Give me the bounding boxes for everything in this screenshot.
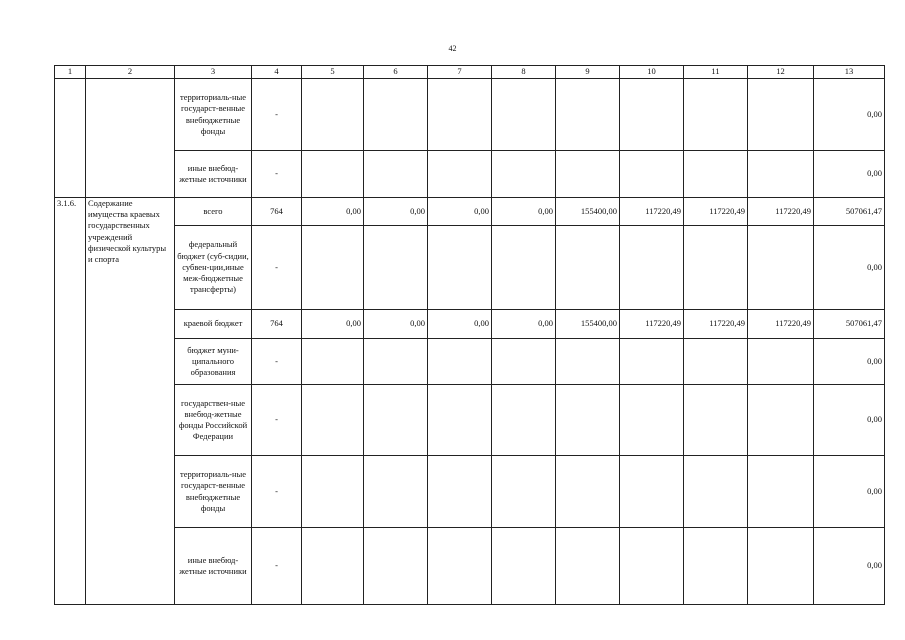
header-cell: 5: [302, 66, 364, 79]
value-cell: 0,00: [364, 310, 428, 339]
source-cell: иные внебюд-жетные источники: [175, 528, 252, 605]
value-cell: 155400,00: [556, 310, 620, 339]
total-cell: 0,00: [814, 79, 885, 151]
total-cell: 0,00: [814, 339, 885, 385]
value-cell: 0,00: [302, 310, 364, 339]
value-cell: 0,00: [364, 198, 428, 226]
header-cell: 4: [252, 66, 302, 79]
value-cell: 117220,49: [620, 310, 684, 339]
code-cell: -: [252, 456, 302, 528]
value-cell: 117220,49: [748, 310, 814, 339]
code-cell: -: [252, 151, 302, 198]
header-cell: 13: [814, 66, 885, 79]
value-cell: 0,00: [428, 198, 492, 226]
source-cell: государствен-ные внебюд-жетные фонды Российской Федерации: [175, 385, 252, 456]
total-cell: 0,00: [814, 226, 885, 310]
source-cell: федеральный бюджет (суб-сидии, субвен-ции,иные меж-бюджетные трансферты): [175, 226, 252, 310]
section-number: 3.1.6.: [55, 198, 86, 605]
table-row: [55, 385, 885, 456]
code-cell: 764: [252, 198, 302, 226]
header-cell: 7: [428, 66, 492, 79]
table-row: [55, 198, 885, 226]
page-number: 42: [448, 44, 457, 53]
header-cell: 9: [556, 66, 620, 79]
value-cell: 0,00: [492, 310, 556, 339]
header-cell: 8: [492, 66, 556, 79]
total-cell: 0,00: [814, 528, 885, 605]
source-cell: территориаль-ные государст-венные внебюджетные фонды: [175, 79, 252, 151]
total-cell: 507061,47: [814, 198, 885, 226]
source-cell: иные внебюд-жетные источники: [175, 151, 252, 198]
table-row: [55, 226, 885, 310]
header-cell: 2: [86, 66, 175, 79]
table-row: [55, 528, 885, 605]
empty-cell: [86, 79, 175, 198]
value-cell: 117220,49: [620, 198, 684, 226]
value-cell: 117220,49: [748, 198, 814, 226]
table-row: [55, 310, 885, 339]
header-cell: 1: [55, 66, 86, 79]
source-cell: территориаль-ные государст-венные внебюджетные фонды: [175, 456, 252, 528]
code-cell: -: [252, 339, 302, 385]
code-cell: -: [252, 79, 302, 151]
total-cell: 0,00: [814, 456, 885, 528]
value-cell: 0,00: [302, 198, 364, 226]
empty-cell: [55, 79, 86, 198]
section-title: Содержание имущества краевых государственных учреждений физической культуры и спорта: [86, 198, 175, 605]
header-cell: 3: [175, 66, 252, 79]
value-cell: 0,00: [492, 198, 556, 226]
code-cell: -: [252, 385, 302, 456]
header-cell: 6: [364, 66, 428, 79]
header-cell: 12: [748, 66, 814, 79]
source-cell: бюджет муни-ципального образования: [175, 339, 252, 385]
value-cell: 155400,00: [556, 198, 620, 226]
header-cell: 10: [620, 66, 684, 79]
code-cell: -: [252, 528, 302, 605]
code-cell: 764: [252, 310, 302, 339]
value-cell: 117220,49: [684, 310, 748, 339]
value-cell: 0,00: [428, 310, 492, 339]
source-cell: всего: [175, 198, 252, 226]
header-row: [55, 66, 885, 79]
total-cell: 507061,47: [814, 310, 885, 339]
header-cell: 11: [684, 66, 748, 79]
total-cell: 0,00: [814, 151, 885, 198]
table-row: [55, 79, 885, 151]
table-row: [55, 339, 885, 385]
table-row: [55, 151, 885, 198]
source-cell: краевой бюджет: [175, 310, 252, 339]
table-row: [55, 456, 885, 528]
value-cell: 117220,49: [684, 198, 748, 226]
code-cell: -: [252, 226, 302, 310]
total-cell: 0,00: [814, 385, 885, 456]
budget-table: [54, 65, 885, 605]
